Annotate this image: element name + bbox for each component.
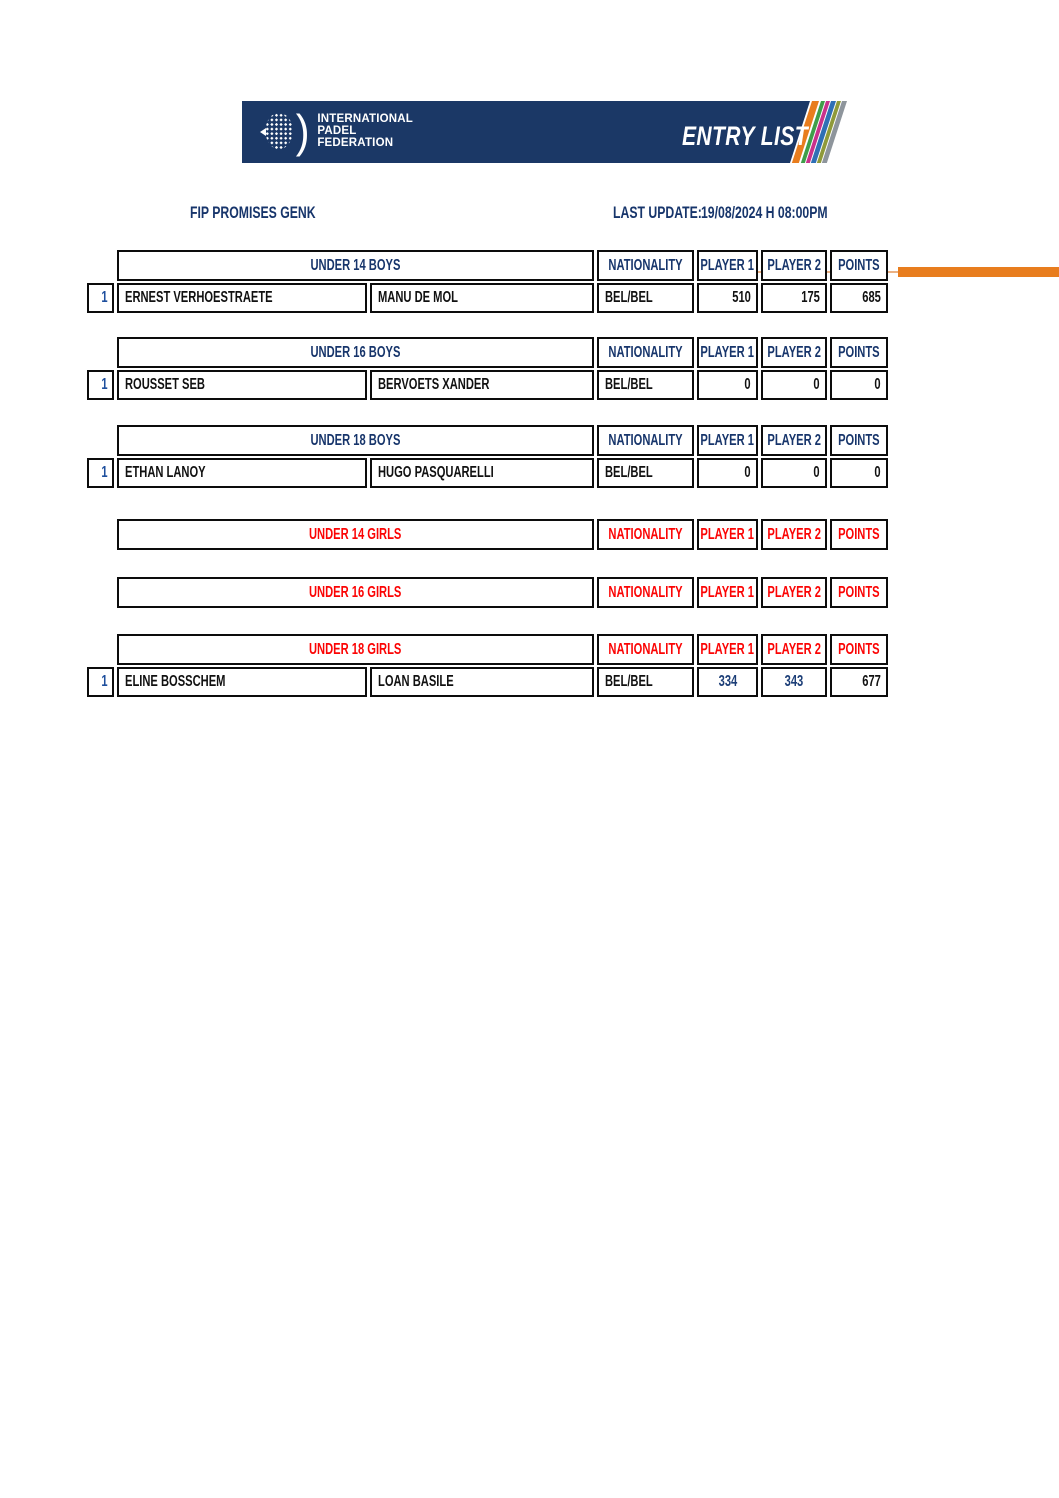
col-header-points: POINTS xyxy=(830,250,888,281)
col-header-nationality: NATIONALITY xyxy=(597,577,694,608)
col-header-player2: PLAYER 2 xyxy=(761,250,827,281)
banner xyxy=(242,101,852,163)
table-header-row xyxy=(117,519,892,550)
col-header-points: POINTS xyxy=(830,425,888,456)
category-header: UNDER 18 BOYS xyxy=(117,425,594,456)
logo-parenthesis-icon: ) xyxy=(295,105,310,157)
category-header: UNDER 16 GIRLS xyxy=(117,577,594,608)
banner-title: ENTRY LIST xyxy=(682,121,808,151)
col-header-player1: PLAYER 1 xyxy=(697,337,758,368)
player2-name-cell: HUGO PASQUARELLI xyxy=(370,458,594,488)
points-cell: 677 xyxy=(830,667,888,697)
player2-points-cell: 343 xyxy=(761,667,827,697)
table-header-row xyxy=(117,577,892,608)
logo-line-1: INTERNATIONAL xyxy=(317,112,413,125)
col-header-player2: PLAYER 2 xyxy=(761,519,827,550)
category-header: UNDER 14 GIRLS xyxy=(117,519,594,550)
rank-cell: 1 xyxy=(87,458,114,488)
nationality-cell: BEL/BEL xyxy=(597,458,694,488)
player2-name-cell: MANU DE MOL xyxy=(370,283,594,313)
player1-name-cell: ELINE BOSSCHEM xyxy=(117,667,367,697)
col-header-nationality: NATIONALITY xyxy=(597,250,694,281)
rank-cell: 1 xyxy=(87,370,114,400)
table-under-16-girls xyxy=(87,577,892,608)
table-under-16-boys xyxy=(87,337,892,400)
col-header-player2: PLAYER 2 xyxy=(761,425,827,456)
table-under-18-boys xyxy=(87,425,892,488)
col-header-player1: PLAYER 1 xyxy=(697,519,758,550)
player1-points-cell: 0 xyxy=(697,370,758,400)
table-under-14-boys xyxy=(87,250,892,313)
table-header-row xyxy=(117,337,892,368)
table-row xyxy=(87,370,892,400)
points-cell: 0 xyxy=(830,370,888,400)
category-header: UNDER 18 GIRLS xyxy=(117,634,594,665)
table-header-row xyxy=(117,250,892,281)
col-header-player1: PLAYER 1 xyxy=(697,250,758,281)
col-header-player2: PLAYER 2 xyxy=(761,577,827,608)
nationality-cell: BEL/BEL xyxy=(597,370,694,400)
player2-points-cell: 0 xyxy=(761,458,827,488)
col-header-nationality: NATIONALITY xyxy=(597,337,694,368)
points-cell: 685 xyxy=(830,283,888,313)
ipf-logo xyxy=(260,105,413,157)
player1-points-cell: 0 xyxy=(697,458,758,488)
col-header-points: POINTS xyxy=(830,634,888,665)
player2-points-cell: 175 xyxy=(761,283,827,313)
banner-underline-bar xyxy=(898,267,1059,277)
col-header-player1: PLAYER 1 xyxy=(697,425,758,456)
table-row xyxy=(87,667,892,697)
player2-points-cell: 0 xyxy=(761,370,827,400)
col-header-nationality: NATIONALITY xyxy=(597,425,694,456)
table-under-18-girls xyxy=(87,634,892,697)
category-header: UNDER 16 BOYS xyxy=(117,337,594,368)
rank-cell: 1 xyxy=(87,283,114,313)
col-header-nationality: NATIONALITY xyxy=(597,634,694,665)
nationality-cell: BEL/BEL xyxy=(597,667,694,697)
table-under-14-girls xyxy=(87,519,892,550)
player2-name-cell: LOAN BASILE xyxy=(370,667,594,697)
logo-line-3: FEDERATION xyxy=(317,137,394,150)
table-row xyxy=(87,458,892,488)
nationality-cell: BEL/BEL xyxy=(597,283,694,313)
player1-points-cell: 334 xyxy=(697,667,758,697)
table-header-row xyxy=(117,425,892,456)
player2-name-cell: BERVOETS XANDER xyxy=(370,370,594,400)
col-header-player2: PLAYER 2 xyxy=(761,634,827,665)
category-header: UNDER 14 BOYS xyxy=(117,250,594,281)
col-header-player2: PLAYER 2 xyxy=(761,337,827,368)
col-header-player1: PLAYER 1 xyxy=(697,577,758,608)
rank-cell: 1 xyxy=(87,667,114,697)
table-row xyxy=(87,283,892,313)
player1-name-cell: ERNEST VERHOESTRAETE xyxy=(117,283,367,313)
col-header-points: POINTS xyxy=(830,337,888,368)
col-header-points: POINTS xyxy=(830,519,888,550)
player1-name-cell: ETHAN LANOY xyxy=(117,458,367,488)
col-header-player1: PLAYER 1 xyxy=(697,634,758,665)
meta-row xyxy=(0,203,1059,223)
last-update-value: 19/08/2024 H 08:00PM xyxy=(701,203,828,222)
points-cell: 0 xyxy=(830,458,888,488)
player1-points-cell: 510 xyxy=(697,283,758,313)
table-header-row xyxy=(117,634,892,665)
logo-text xyxy=(317,113,413,150)
dotted-ball-icon xyxy=(260,109,294,153)
last-update-label: LAST UPDATE: xyxy=(613,203,702,222)
col-header-nationality: NATIONALITY xyxy=(597,519,694,550)
player1-name-cell: ROUSSET SEB xyxy=(117,370,367,400)
event-title: FIP PROMISES GENK xyxy=(190,203,316,222)
logo-line-2: PADEL xyxy=(317,124,357,137)
col-header-points: POINTS xyxy=(830,577,888,608)
